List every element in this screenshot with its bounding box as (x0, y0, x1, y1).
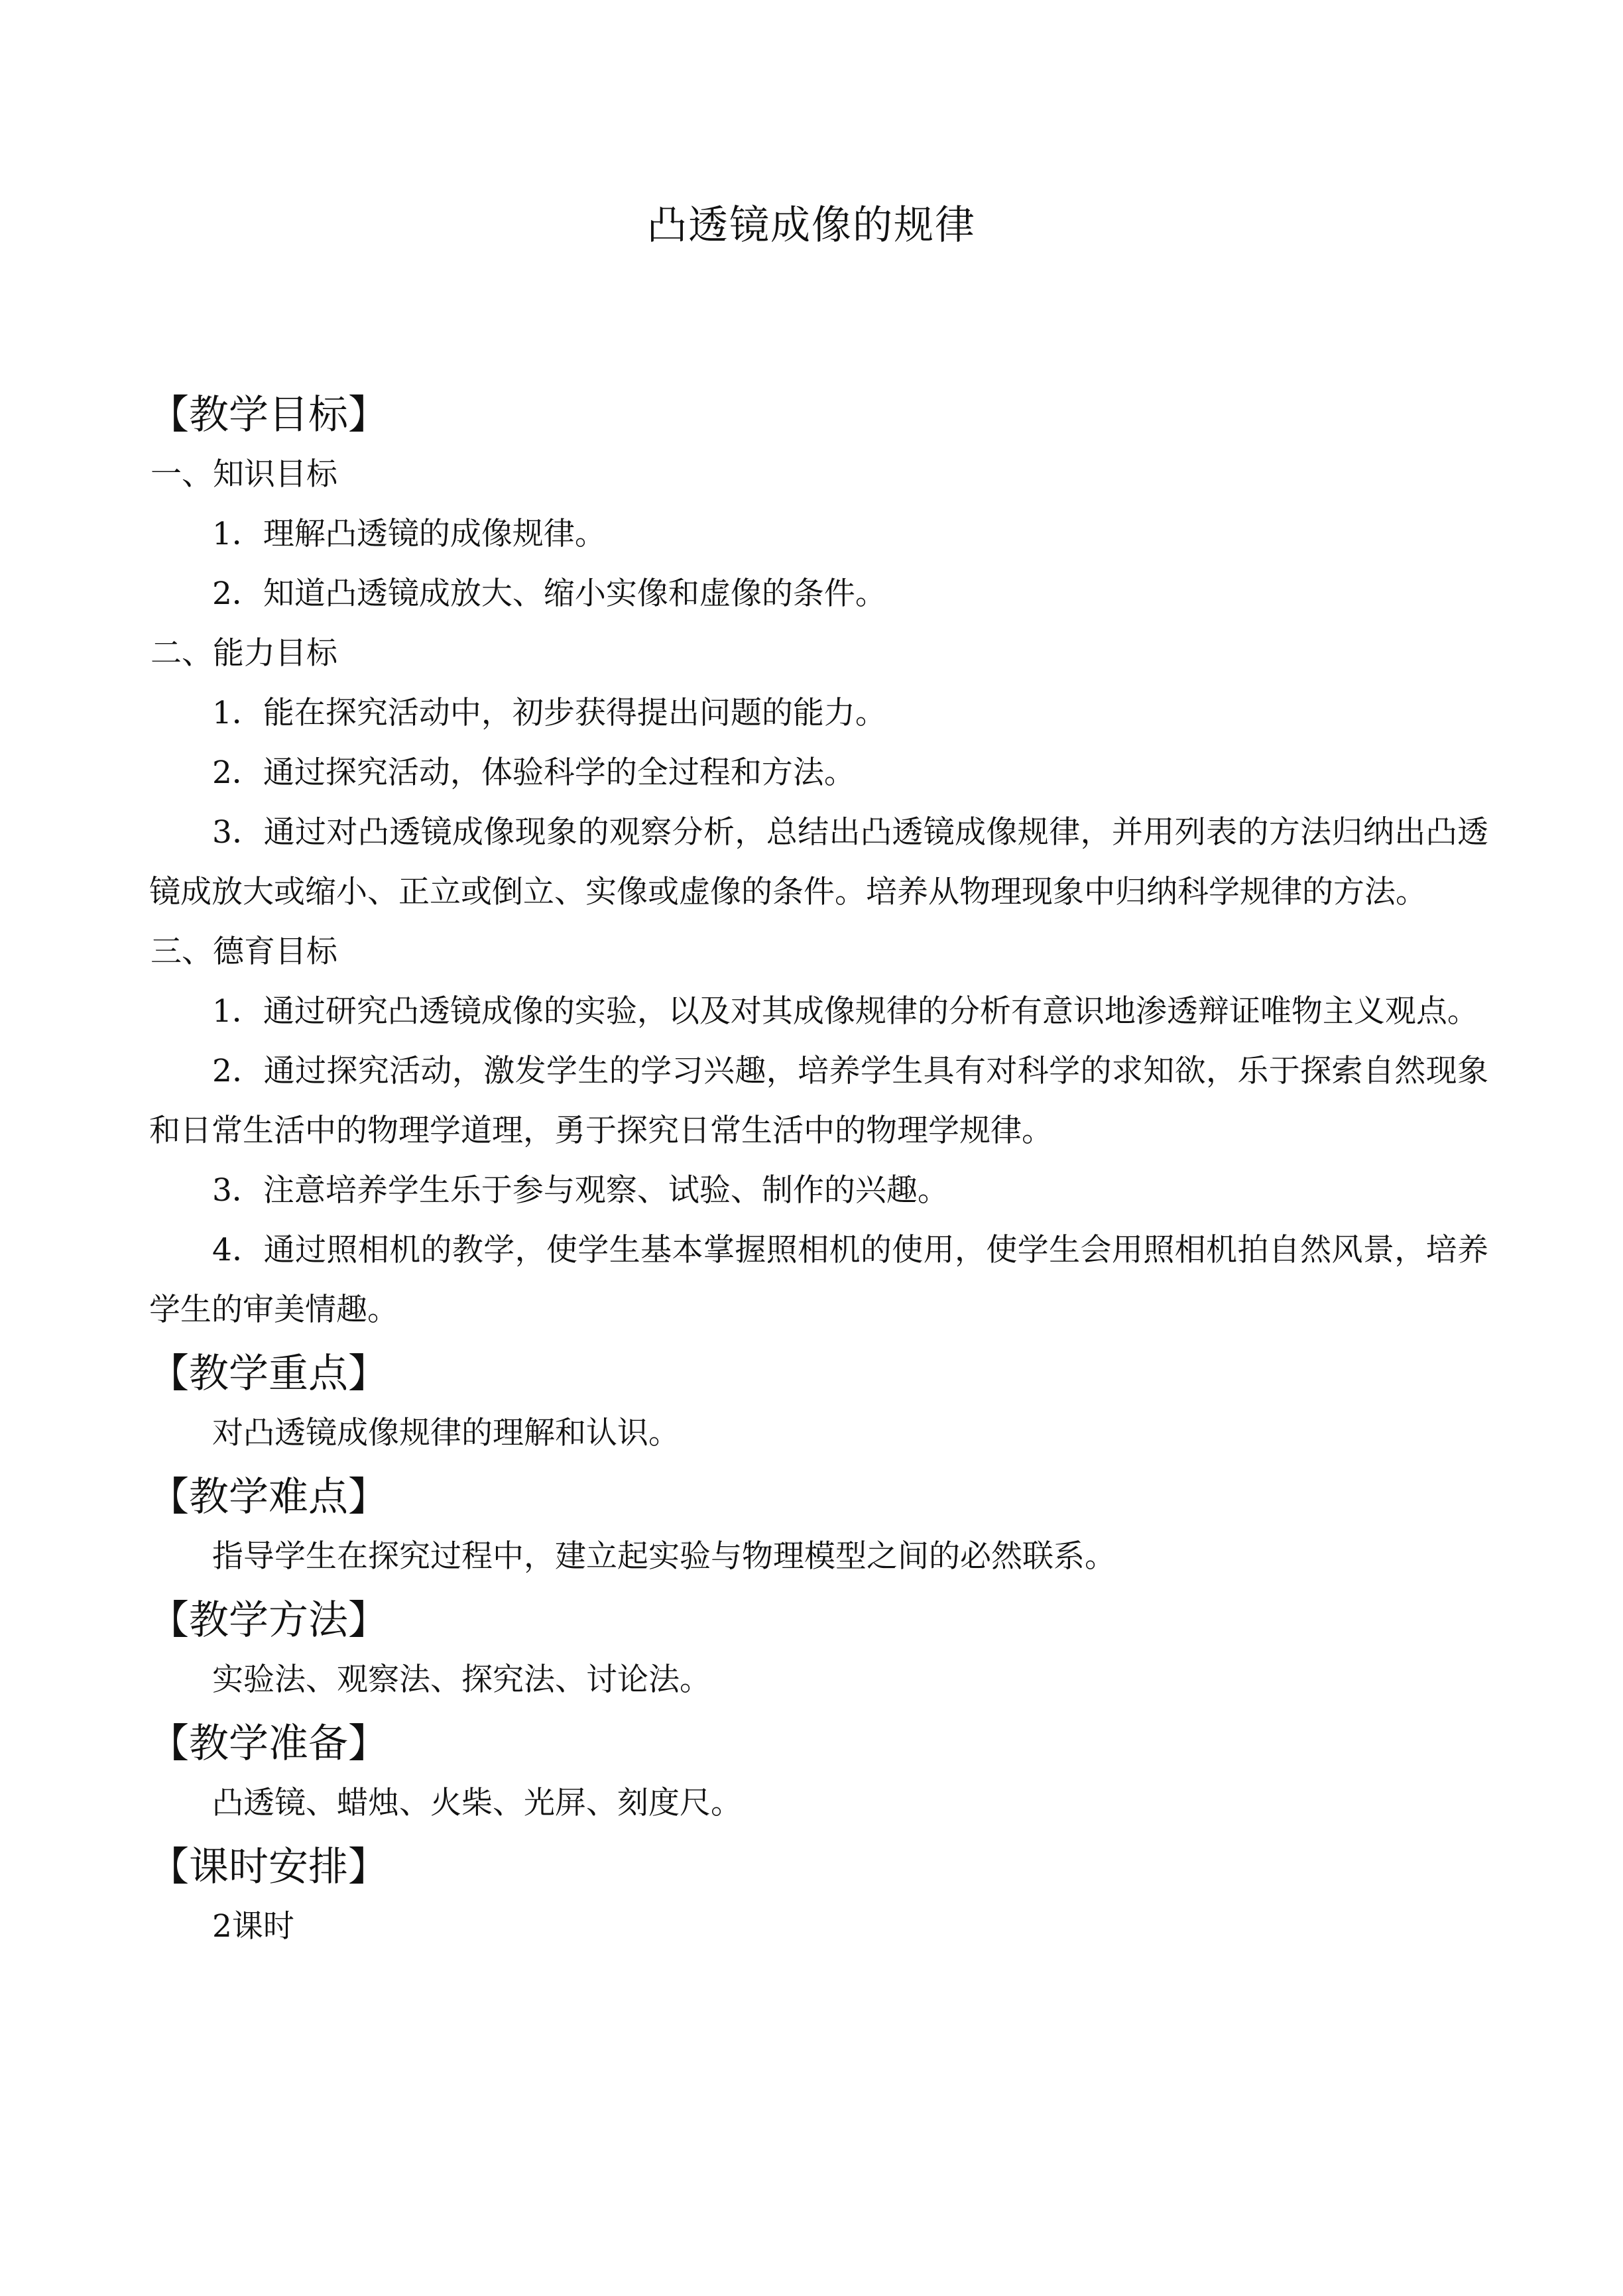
section-heading-difficulties: 【教学难点】 (149, 1474, 388, 1520)
section-heading-key-points: 【教学重点】 (149, 1351, 388, 1397)
schedule-text: 2课时 (212, 1908, 294, 1945)
ability-item-3: 3．通过对凸透镜成像现象的观察分析，总结出凸透镜成像规律，并用列表的方法归纳出凸透镜成放大或缩小、正立或倒立、实像或虚像的条件。培养从物理现象中归纳科学规律的方法。 (149, 814, 1488, 910)
ability-item-2: 2．通过探究活动，体验科学的全过程和方法。 (212, 755, 855, 791)
difficulties-text: 指导学生在探究过程中，建立起实验与物理模型之间的必然联系。 (212, 1538, 1116, 1575)
key-points-text: 对凸透镜成像规律的理解和认识。 (212, 1415, 680, 1451)
subheading-ability: 二、能力目标 (150, 635, 337, 672)
knowledge-item-1: 1．理解凸透镜的成像规律。 (212, 516, 606, 552)
moral-item-2: 2．通过探究活动，激发学生的学习兴趣，培养学生具有对科学的求知欲，乐于探索自然现象和日常生活中的物理学道理，勇于探究日常生活中的物理学规律。 (149, 1053, 1488, 1149)
section-heading-goals: 【教学目标】 (149, 392, 388, 438)
section-heading-methods: 【教学方法】 (149, 1597, 388, 1644)
subheading-knowledge: 一、知识目标 (150, 456, 337, 493)
section-heading-preparation: 【教学准备】 (149, 1721, 388, 1767)
ability-item-1: 1．能在探究活动中，初步获得提出问题的能力。 (212, 695, 886, 731)
subheading-moral: 三、德育目标 (150, 934, 337, 970)
document-body (149, 381, 1488, 1957)
page-title: 凸透镜成像的规律 (647, 202, 976, 249)
moral-item-4: 4．通过照相机的教学，使学生基本掌握照相机的使用，使学生会用照相机拍自然风景，培养学生的审美情趣。 (149, 1232, 1488, 1328)
moral-item-1: 1．通过研究凸透镜成像的实验，以及对其成像规律的分析有意识地渗透辩证唯物主义观点。 (212, 993, 1478, 1030)
preparation-text: 凸透镜、蜡烛、火柴、光屏、刻度尺。 (212, 1785, 742, 1821)
section-heading-schedule: 【课时安排】 (149, 1844, 388, 1890)
knowledge-item-2: 2．知道凸透镜成放大、缩小实像和虚像的条件。 (212, 575, 886, 612)
methods-text: 实验法、观察法、探究法、讨论法。 (212, 1662, 711, 1698)
moral-item-3: 3．注意培养学生乐于参与观察、试验、制作的兴趣。 (212, 1172, 949, 1209)
